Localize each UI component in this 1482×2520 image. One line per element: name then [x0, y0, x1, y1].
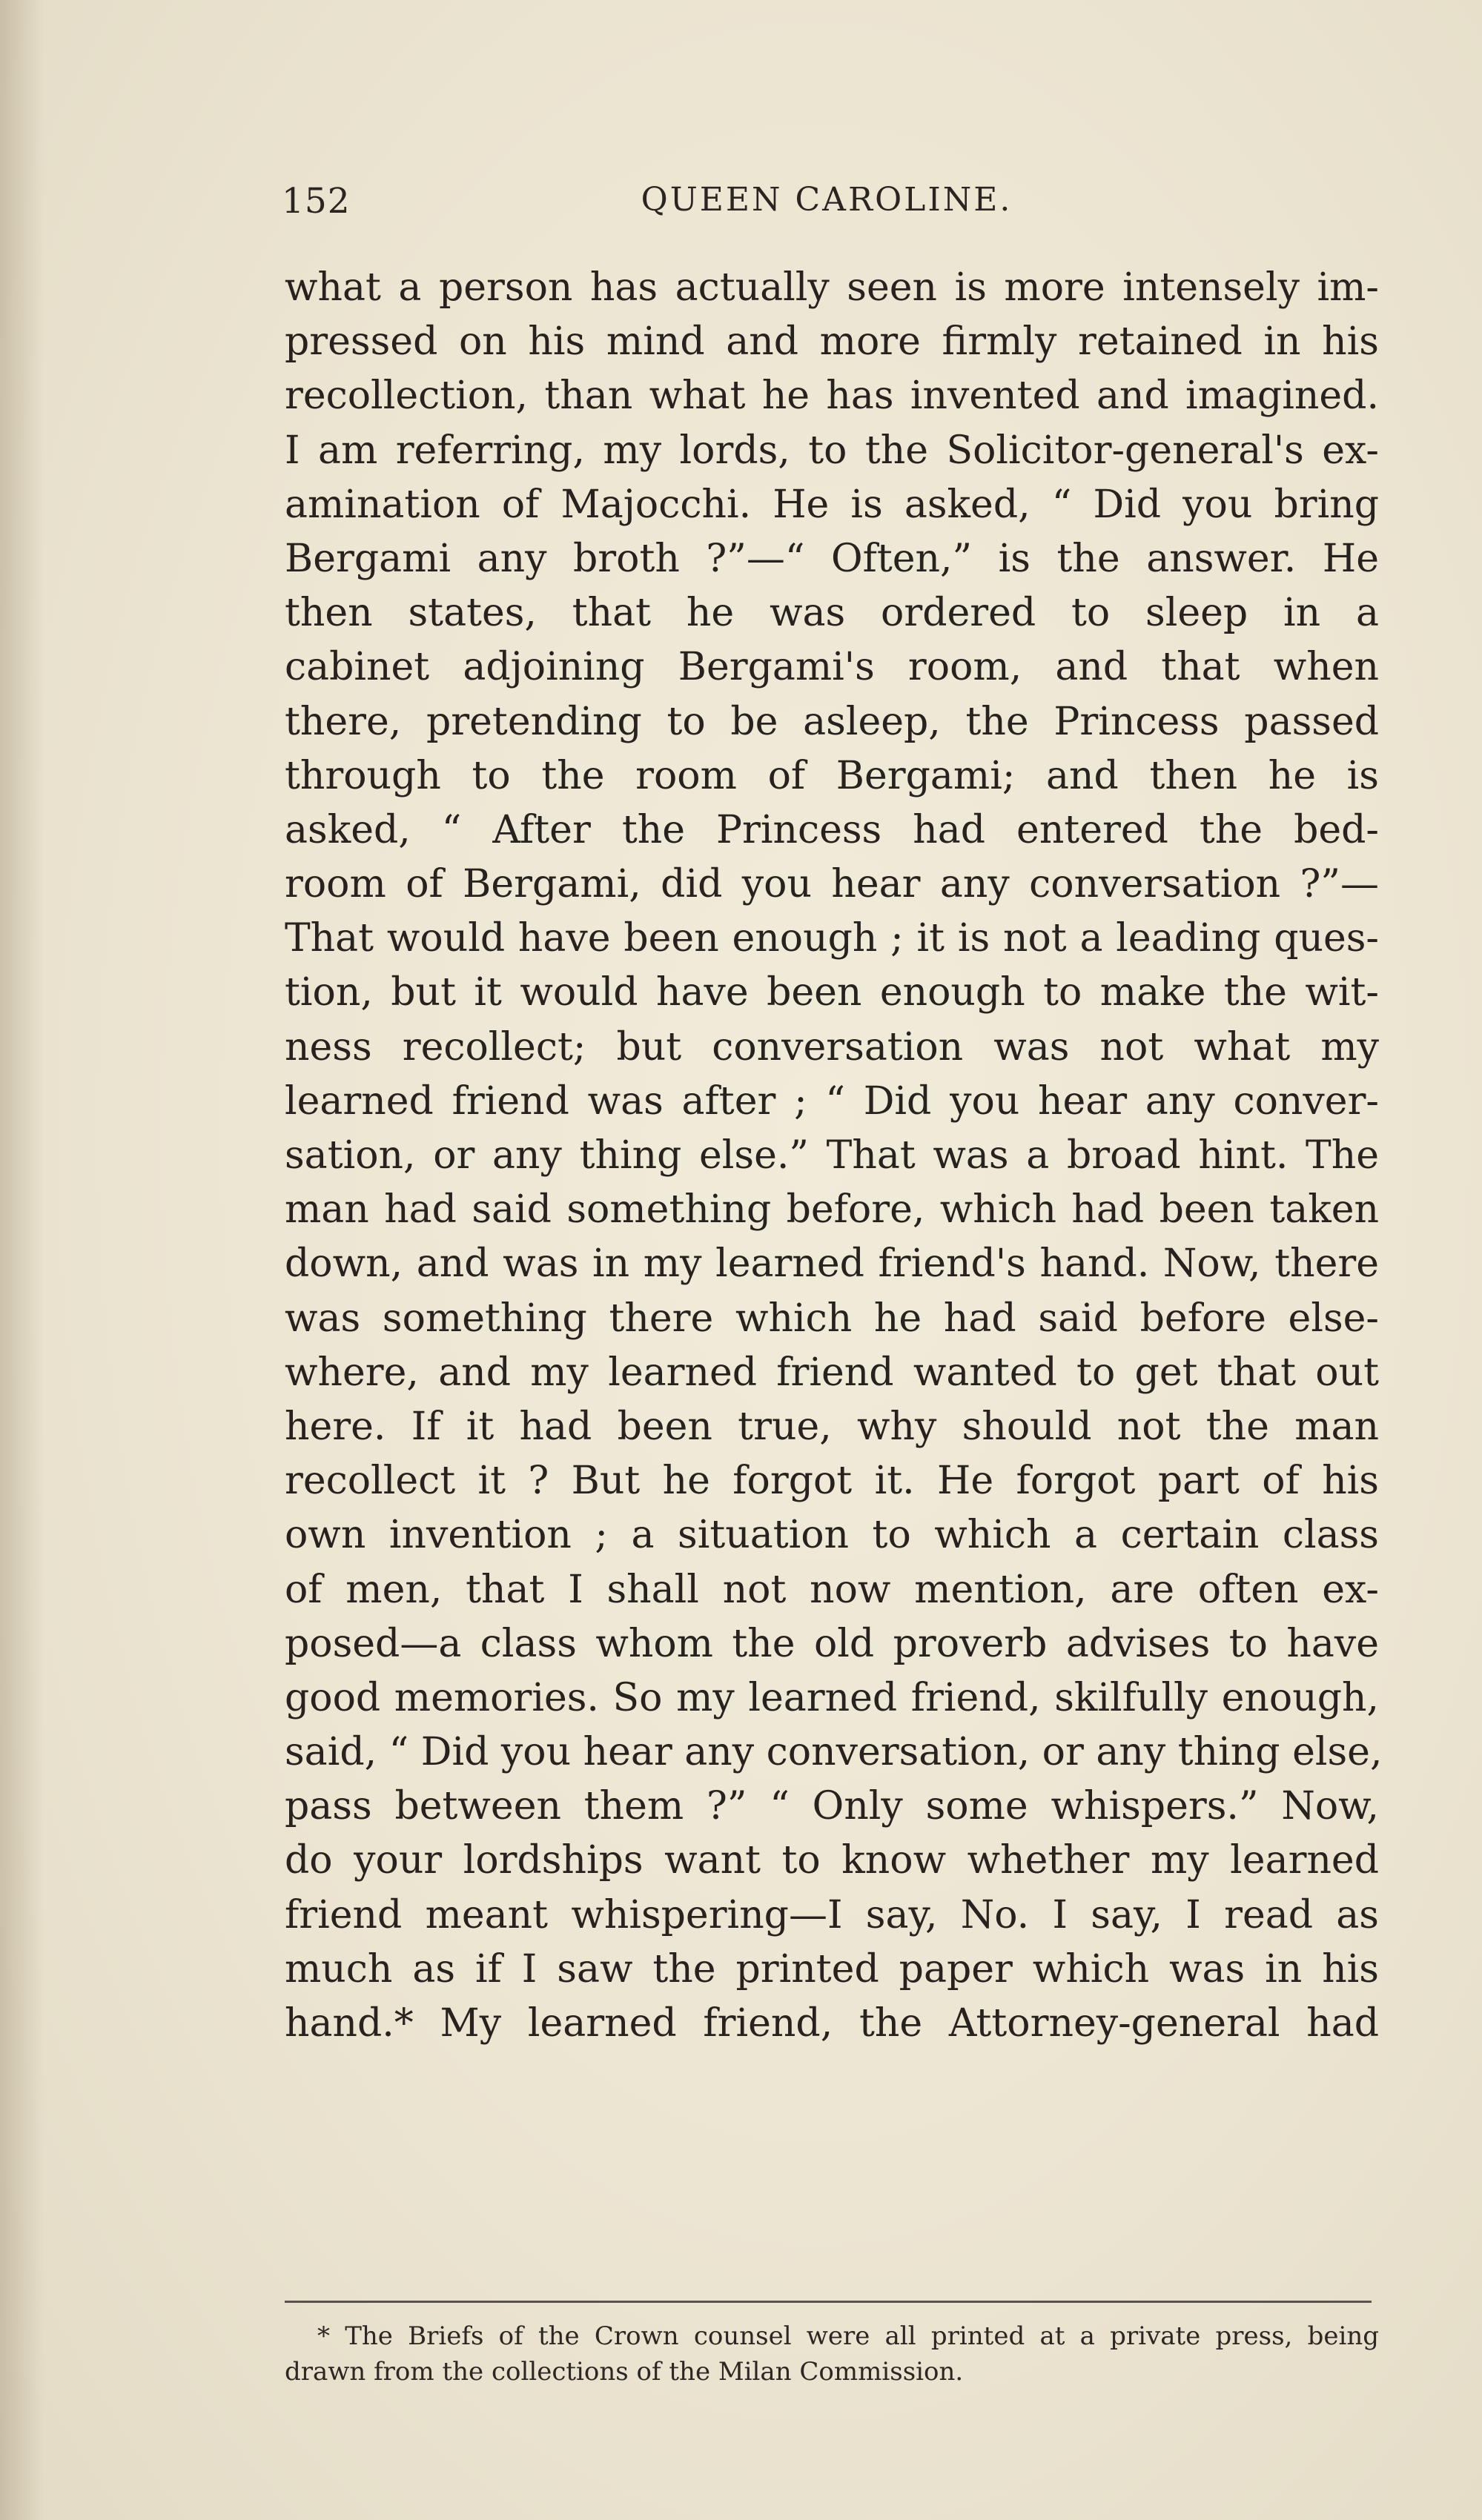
text-line: sation, or any thing else.” That was a broad hint. The: [285, 1133, 1379, 1178]
body-text: [285, 261, 1383, 2051]
text-line: hand.* My learned friend, the Attorney-general had: [285, 2001, 1379, 2046]
text-line: man had said something before, which had been taken: [285, 1187, 1379, 1233]
text-line: room of Bergami, did you hear any conversation ?”—: [285, 862, 1379, 907]
text-line: much as if I saw the printed paper which was in his: [285, 1946, 1379, 1992]
text-line: do your lordships want to know whether my learned: [285, 1838, 1379, 1883]
text-line: Bergami any broth ?”—“ Often,” is the answer. He: [285, 536, 1379, 581]
page-header: [282, 181, 1386, 240]
text-line: down, and was in my learned friend's hand. Now, there: [285, 1241, 1379, 1287]
text-line: of men, that I shall not now mention, are often ex-: [285, 1567, 1379, 1612]
text-line: pressed on his mind and more firmly retained in his: [285, 319, 1379, 365]
text-line: learned friend was after ; “ Did you hear any conver-: [285, 1078, 1379, 1124]
text-line: recollection, than what he has invented and imagined.: [285, 374, 1379, 419]
page-number: 152: [282, 181, 351, 222]
text-line: asked, “ After the Princess had entered the bed-: [285, 807, 1379, 852]
text-line: tion, but it would have been enough to make the wit-: [285, 970, 1379, 1015]
footnote-line: drawn from the collections of the Milan Commission.: [285, 2357, 964, 2387]
text-line: where, and my learned friend wanted to get that out: [285, 1350, 1379, 1395]
running-head: QUEEN CAROLINE.: [641, 181, 1013, 219]
text-line: own invention ; a situation to which a certain class: [285, 1513, 1379, 1558]
text-line: was something there which he had said before else-: [285, 1296, 1379, 1341]
text-line: said, “ Did you hear any conversation, or any thing else,: [285, 1730, 1383, 1775]
text-line: there, pretending to be asleep, the Princess passed: [285, 699, 1379, 744]
text-line: good memories. So my learned friend, skilfully enough,: [285, 1675, 1379, 1720]
text-line: here. If it had been true, why should not the man: [285, 1404, 1379, 1449]
text-line: That would have been enough ; it is not a leading ques-: [285, 916, 1379, 961]
footnote: [285, 2318, 1379, 2390]
text-line: what a person has actually seen is more intensely im-: [285, 265, 1379, 310]
text-line: then states, that he was ordered to sleep in a: [285, 591, 1379, 636]
footnote-line: * The Briefs of the Crown counsel were all printed at a private press, being: [317, 2321, 1379, 2351]
text-line: recollect it ? But he forgot it. He forgot part of his: [285, 1459, 1379, 1504]
text-line: cabinet adjoining Bergami's room, and that when: [285, 645, 1379, 690]
text-line: pass between them ?” “ Only some whispers.” Now,: [285, 1784, 1379, 1829]
text-line: through to the room of Bergami; and then he is: [285, 753, 1379, 798]
text-line: posed—a class whom the old proverb advises to have: [285, 1621, 1379, 1666]
spine-shadow: [0, 0, 44, 2520]
text-line: amination of Majocchi. He is asked, “ Did you bring: [285, 482, 1379, 527]
text-line: friend meant whispering—I say, No. I say, I read as: [285, 1892, 1379, 1937]
text-line: ness recollect; but conversation was not what my: [285, 1024, 1379, 1070]
text-line: I am referring, my lords, to the Solicitor-general's ex-: [285, 428, 1379, 473]
footnote-rule: [285, 2301, 1372, 2303]
